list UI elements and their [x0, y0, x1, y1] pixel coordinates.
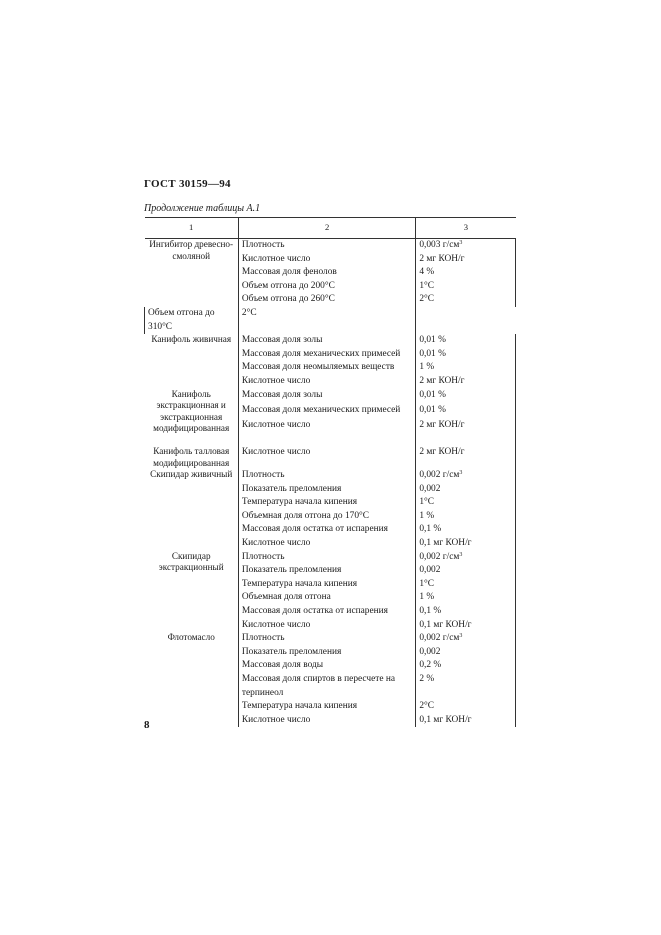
property-name: Температура начала кипения: [238, 496, 415, 510]
tolerance-value: [416, 564, 516, 578]
tolerance-value-text: 0,002: [419, 565, 441, 576]
page-number: 8: [144, 719, 150, 731]
column-header-1: 1: [145, 218, 239, 239]
tolerance-value: [416, 483, 516, 497]
tolerance-value: [416, 523, 516, 537]
tolerance-value-text: 2 мг КОН/г: [419, 253, 465, 264]
tolerance-value-text: 0,01 %: [419, 335, 446, 346]
spacer-cell: [238, 435, 415, 446]
tolerance-value-text: 2 %: [419, 674, 435, 684]
property-name: Массовая доля остатка от испарения: [238, 523, 415, 537]
property-name: Плотность: [238, 551, 415, 565]
property-name: Показатель преломления: [238, 564, 415, 578]
material-name: Скипидар живичный: [150, 469, 233, 480]
tolerance-value-text: 0,002 г/см: [419, 470, 460, 481]
tolerance-value-text: 0,01 %: [419, 404, 446, 415]
tolerance-value-text: 0,1 %: [419, 606, 442, 617]
table-row: [145, 389, 516, 404]
property-name: Объемная доля отгона до 170°С: [238, 510, 415, 524]
property-name: Объемная доля отгона: [238, 591, 415, 605]
unit-exponent: 3: [459, 240, 463, 246]
tolerance-value-text: 0,2 %: [419, 660, 442, 671]
tolerance-value: [416, 632, 516, 646]
unit-exponent: 3: [459, 633, 463, 640]
tolerance-value: [416, 659, 516, 673]
property-name: Плотность: [238, 239, 415, 253]
tolerance-value: [416, 578, 516, 592]
material-name: Канифоль талловая модифицированная: [153, 445, 230, 468]
property-name: Кислотное число: [238, 375, 415, 389]
document-title: ГОСТ 30159—94: [144, 178, 231, 190]
property-name: Массовая доля золы: [238, 334, 415, 348]
material-name: Канифоль экстракционная и экстракционная модифицированная: [153, 388, 230, 434]
unit-exponent: 3: [459, 470, 463, 477]
tolerance-value: [416, 280, 516, 294]
material-name: Ингибитор древесно-смоляной: [149, 239, 234, 261]
table-row: [145, 446, 516, 469]
property-name: Объем отгона до 310°С: [145, 307, 239, 334]
tolerance-value: [416, 619, 516, 633]
property-name: Температура начала кипения: [238, 578, 415, 592]
tolerance-value: [416, 334, 516, 348]
material-name: Флотомасло: [167, 632, 215, 643]
table-row: [145, 334, 516, 348]
table-row: [145, 239, 516, 253]
tolerance-value: [416, 266, 516, 280]
tolerance-value-text: 0,003 г/см: [419, 240, 460, 250]
property-name: Кислотное число: [238, 619, 415, 633]
table-row: [145, 469, 516, 483]
table-body: [145, 239, 516, 728]
property-table: [144, 217, 516, 727]
table-header-row: [145, 218, 516, 239]
tolerance-value: [416, 510, 516, 524]
unit-exponent: 3: [459, 551, 463, 558]
tolerance-value: [416, 293, 516, 307]
table-continuation-caption: Продолжение таблицы А.1: [144, 203, 261, 214]
tolerance-value-text: 0,1 %: [419, 524, 442, 535]
tolerance-value: [416, 591, 516, 605]
column-header-2: 2: [238, 218, 415, 239]
tolerance-value: [416, 389, 516, 404]
table-row: [145, 551, 516, 565]
table-row: [145, 632, 516, 646]
property-name: Массовая доля золы: [238, 389, 415, 404]
tolerance-value: [416, 361, 516, 375]
tolerance-value-text: 2 мг КОН/г: [419, 375, 465, 386]
tolerance-value-text: 1 %: [419, 592, 435, 603]
tolerance-value-text: 0,002: [419, 646, 441, 657]
property-name: Кислотное число: [238, 714, 415, 728]
tolerance-value-text: 4 %: [419, 267, 435, 278]
property-name: Показатель преломления: [238, 646, 415, 660]
property-name: Объем отгона до 260°С: [238, 293, 415, 307]
property-name: Массовая доля воды: [238, 659, 415, 673]
tolerance-value-text: 2°С: [419, 294, 435, 305]
property-name: Массовая доля механических примесей: [238, 348, 415, 362]
property-name: Кислотное число: [238, 446, 415, 469]
tolerance-value-text: 1°С: [419, 280, 435, 291]
tolerance-value-text: 2 мг КОН/г: [419, 420, 465, 431]
tolerance-value: [416, 646, 516, 660]
tolerance-value-text: 1°С: [419, 578, 435, 589]
tolerance-value: [416, 253, 516, 267]
property-name: Показатель преломления: [238, 483, 415, 497]
tolerance-value: [416, 348, 516, 362]
tolerance-value-text: 1 %: [419, 510, 435, 521]
tolerance-value: [416, 700, 516, 714]
tolerance-value-text: 0,01 %: [419, 348, 446, 359]
tolerance-value-text: 1°С: [419, 497, 435, 508]
table-spacer-row: [145, 435, 516, 446]
tolerance-value: [416, 239, 516, 253]
material-name: Скипидар экстракционный: [158, 550, 224, 573]
tolerance-value-text: 0,1 мг КОН/г: [419, 714, 472, 725]
property-name: Плотность: [238, 632, 415, 646]
property-name: Массовая доля механических примесей: [238, 404, 415, 419]
tolerance-value: [416, 419, 516, 434]
spacer-cell: [416, 435, 516, 446]
property-name: Массовая доля спиртов в пересчете на терпинеол: [238, 673, 415, 700]
tolerance-value: [416, 714, 516, 728]
tolerance-value-text: 1 %: [419, 362, 435, 373]
tolerance-value: [416, 375, 516, 389]
tolerance-value-text: 0,002 г/см: [419, 633, 460, 644]
property-name: Объем отгона до 200°С: [238, 280, 415, 294]
tolerance-value: [416, 605, 516, 619]
tolerance-value: [416, 673, 516, 700]
tolerance-value-text: 2°С: [241, 307, 257, 318]
tolerance-value-text: 0,002: [419, 483, 441, 494]
property-name: Кислотное число: [238, 537, 415, 551]
tolerance-value: [238, 307, 415, 334]
tolerance-value-text: 0,002 г/см: [419, 551, 460, 562]
tolerance-value: [416, 537, 516, 551]
tolerance-value: [416, 446, 516, 469]
tolerance-value-text: 0,1 мг КОН/г: [419, 538, 472, 549]
table-row: [145, 307, 516, 334]
tolerance-value: [416, 496, 516, 510]
tolerance-value-text: 2°С: [419, 701, 435, 712]
tolerance-value: [416, 551, 516, 565]
spacer-cell: [145, 435, 239, 446]
property-name: Плотность: [238, 469, 415, 483]
property-name: Кислотное число: [238, 419, 415, 434]
material-name: Канифоль живичная: [151, 334, 232, 345]
property-name: Кислотное число: [238, 253, 415, 267]
tolerance-value: [416, 404, 516, 419]
column-header-3: 3: [416, 218, 516, 239]
property-name: Массовая доля неомыляемых веществ: [238, 361, 415, 375]
tolerance-value-text: 2 мг КОН/г: [419, 446, 465, 457]
tolerance-value-text: 0,1 мг КОН/г: [419, 619, 472, 630]
tolerance-value-text: 0,01 %: [419, 389, 446, 400]
property-name: Температура начала кипения: [238, 700, 415, 714]
property-name: Массовая доля фенолов: [238, 266, 415, 280]
property-name: Массовая доля остатка от испарения: [238, 605, 415, 619]
tolerance-value: [416, 469, 516, 483]
